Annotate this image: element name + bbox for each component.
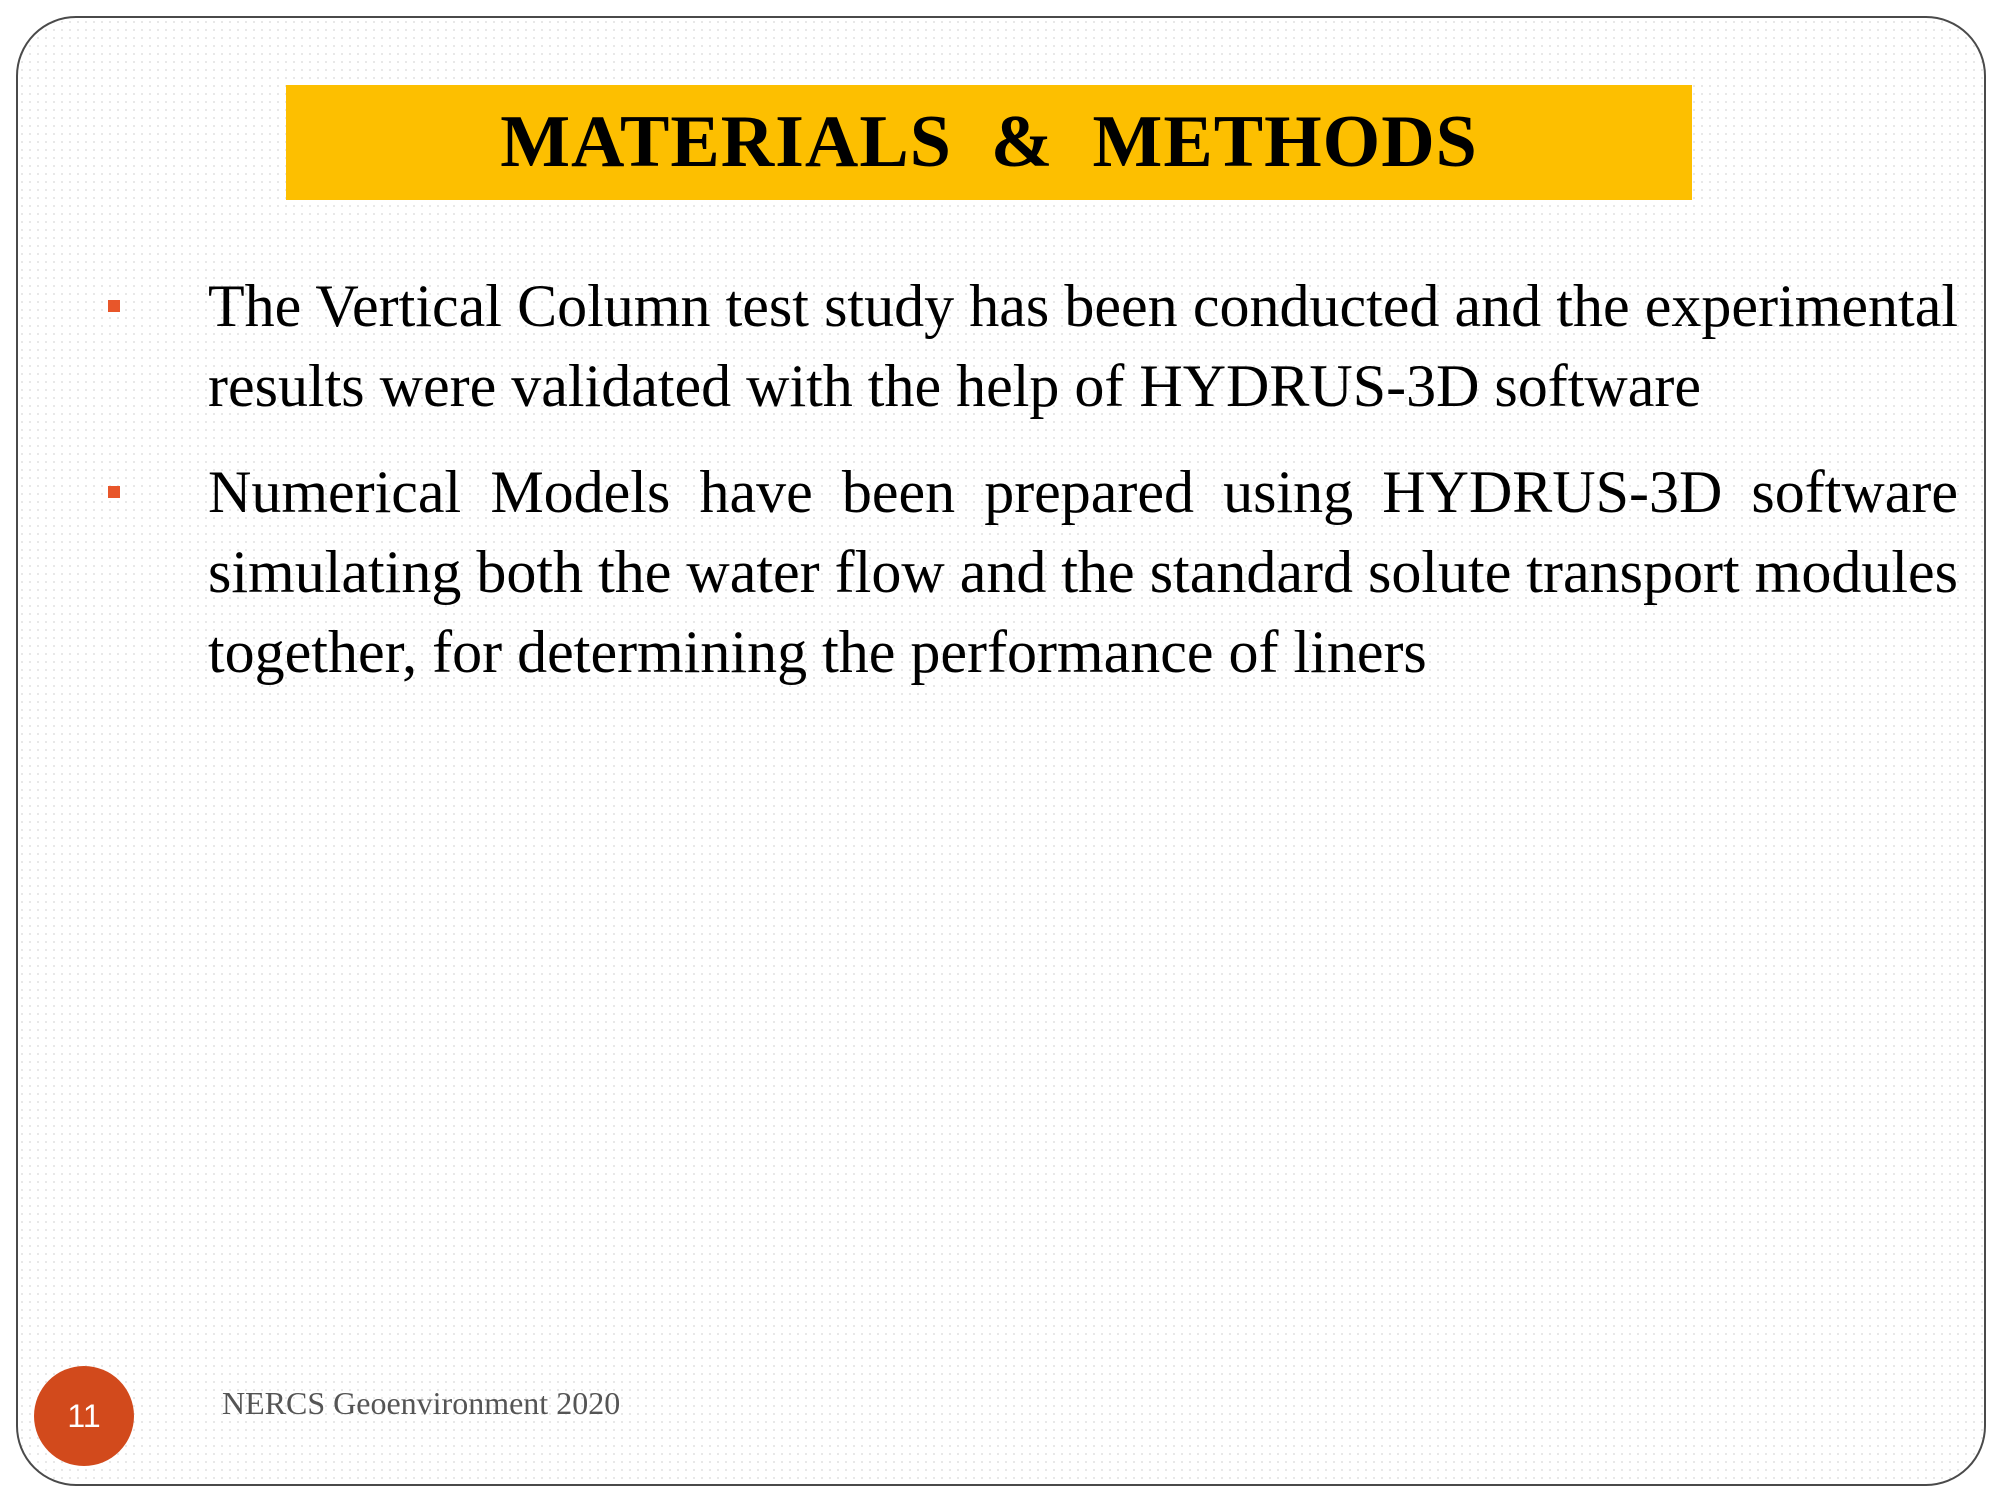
footer-text: NERCS Geoenvironment 2020 bbox=[222, 1385, 621, 1421]
bullet-list bbox=[98, 266, 1958, 718]
slide-title: MATERIALS & METHODS bbox=[500, 101, 1478, 183]
bullet-item bbox=[98, 452, 1958, 692]
page-number-badge bbox=[34, 1366, 134, 1466]
slide bbox=[16, 16, 1986, 1486]
square-bullet-icon bbox=[108, 486, 120, 498]
bullet-item bbox=[98, 266, 1958, 426]
title-bar bbox=[286, 85, 1692, 200]
bullet-text: Numerical Models have been prepared using HYDRUS-3D software simulating both the water flow and the standard solute transport modules together, for determining the performance of liners bbox=[208, 459, 1958, 685]
page-number: 11 bbox=[67, 1397, 101, 1434]
square-bullet-icon bbox=[108, 300, 120, 312]
bullet-text: The Vertical Column test study has been conducted and the experimental results were validated with the help of HYDRUS-3D software bbox=[208, 273, 1958, 419]
